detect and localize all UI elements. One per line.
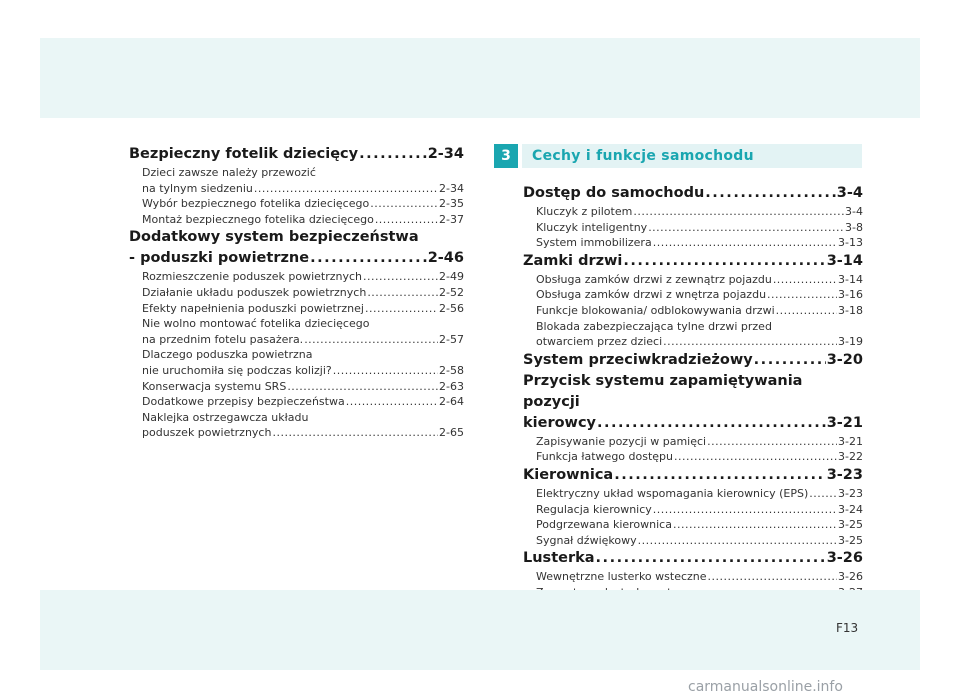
toc-entry-sub[interactable] [523,220,863,236]
toc-entry-page: 2-35 [439,197,464,211]
toc-entry-page: 3-21 [826,414,863,431]
toc-entry-title: Funkcje blokowania/ odblokowywania drzwi [536,303,775,317]
watermark: carmanualsonline.info [688,679,843,695]
toc-entry-title: otwarciem przez dzieci [536,335,663,349]
toc-leader-dots [370,196,438,212]
toc-entry-sub[interactable] [523,204,863,220]
toc-entry-page: 3-23 [826,466,863,483]
toc-entry-sub[interactable] [523,334,863,350]
toc-entry-title: na przednim fotelu pasażera. [142,332,304,346]
toc-entry-sub[interactable] [129,379,464,395]
top-band [40,38,920,118]
toc-entry-page: 2-34 [439,181,464,195]
toc-entry-page: 3-8 [845,220,863,234]
toc-entry-title: System przeciwkradzieżowy [523,351,753,368]
toc-entry-title: Działanie układu poduszek powietrznych [142,285,367,299]
toc-entry-main[interactable] [129,248,464,269]
toc-entry-title: poduszek powietrznych [142,426,272,440]
toc-entry-title: Bezpieczny fotelik dziecięcy [129,146,359,162]
toc-leader-dots [346,394,438,410]
toc-leader-dots [767,287,837,303]
toc-entry-title: Dodatkowe przepisy bezpieczeństwa [142,395,345,409]
toc-leader-dots [776,303,837,319]
toc-entry-sub[interactable] [129,196,464,212]
toc-entry-main[interactable] [523,350,863,371]
toc-entry-sub[interactable] [129,285,464,301]
toc-entry-title: Konserwacja systemu SRS [142,379,287,393]
toc-entry-page: 2-52 [439,285,464,299]
toc-leader-dots [633,204,844,220]
toc-leader-dots [653,235,837,251]
toc-leader-dots [638,533,837,549]
toc-entry-page: 3-4 [845,205,863,218]
toc-entry-title: Obsługa zamków drzwi z zewnątrz pojazdu [536,272,772,286]
toc-leader-dots [363,269,438,285]
toc-entry-sub[interactable] [523,287,863,303]
section-number: 3 [494,144,518,168]
toc-entry-page: 2-56 [439,301,464,315]
toc-entry-main[interactable] [523,548,863,569]
toc-leader-dots [623,251,825,272]
toc-leader-dots [614,465,825,486]
toc-entry-title: Lusterka [523,550,595,567]
toc-leader-dots [254,181,438,197]
toc-leader-dots [663,334,837,350]
toc-entry-title: na tylnym siedzeniu [142,181,253,195]
toc-entry-sub[interactable] [523,303,863,319]
toc-entry-title: - poduszki powietrzne [129,250,310,267]
toc-entry-sub[interactable] [523,449,863,465]
toc-entry-sub[interactable] [523,486,863,502]
toc-entry-title: Obsługa zamków drzwi z wnętrza pojazdu [536,288,767,302]
toc-entry-title: Funkcja łatwego dostępu [536,450,674,464]
toc-entry-page: 2-64 [439,395,464,409]
toc-entry-page: 2-58 [439,363,464,377]
section-title: Cechy i funkcje samochodu [522,144,862,168]
toc-entry-sub[interactable] [129,394,464,410]
toc-entry-sub[interactable] [129,269,464,285]
toc-leader-dots [773,272,837,288]
toc-entry-page: 3-25 [838,518,863,532]
toc-leader-dots [365,301,438,317]
toc-entry-sub[interactable] [523,517,863,533]
toc-entry-page: 3-14 [838,272,863,286]
toc-entry-page: 3-23 [838,486,863,500]
toc-entry-sub[interactable] [523,533,863,549]
toc-entry-page: 3-13 [838,236,863,250]
page-number: F13 [836,621,859,635]
toc-leader-dots [597,413,826,434]
bottom-band [40,590,920,670]
toc-entry-sub[interactable] [523,502,863,518]
toc-leader-dots [272,425,438,441]
toc-entry-title: Kierownica [523,466,614,483]
toc-entry-title: Kluczyk inteligentny [536,220,648,234]
toc-entry-sub[interactable] [129,363,464,379]
toc-entry-title: Zamki drzwi [523,252,623,269]
toc-entry-title: Regulacja kierownicy [536,502,652,516]
toc-entry-title: Efekty napełnienia poduszki powietrznej [142,301,364,315]
toc-leader-dots [367,285,438,301]
toc-entry-title: Kluczyk z pilotem [536,205,633,218]
toc-entry-title: Rozmieszczenie poduszek powietrznych [142,270,363,284]
toc-entry-page: 2-34 [427,146,464,162]
toc-entry-title: Elektryczny układ wspomagania kierownicy (EPS) [536,486,809,500]
toc-entry-page: 3-20 [826,351,863,368]
toc-entry-sub[interactable] [523,434,863,450]
toc-entry-page: 3-26 [826,550,863,567]
toc-leader-dots [754,350,826,371]
toc-entry-sub[interactable] [129,332,464,348]
toc-entry-title: Zapisywanie pozycji w pamięci [536,434,707,448]
toc-entry-page: 3-22 [838,450,863,464]
toc-entry-page: 3-4 [836,185,863,201]
toc-entry-sub[interactable] [129,181,464,197]
toc-leader-dots [705,183,836,204]
toc-entry-title: System immobilizera [536,236,652,250]
toc-leader-dots [809,486,837,502]
toc-entry-sub[interactable] [129,301,464,317]
toc-entry-page: 2-37 [439,212,464,226]
toc-entry-main[interactable] [523,251,863,272]
toc-entry-sub-line[interactable]: Naklejka ostrzegawcza układu [142,410,309,424]
toc-entry-main-line[interactable]: Przycisk systemu zapamiętywania pozycji [523,372,803,410]
toc-leader-dots [674,449,837,465]
toc-leader-dots [333,363,438,379]
toc-entry-page: 3-21 [838,434,863,448]
toc-entry-main[interactable] [129,144,464,165]
toc-entry-page: 2-65 [439,426,464,440]
toc-entry-page: 3-16 [838,288,863,302]
toc-right-column [523,183,863,616]
toc-entry-page: 2-46 [427,250,464,267]
toc-entry-title: Dostęp do samochodu [523,185,705,201]
section-header [494,144,862,168]
toc-entry-page: 3-18 [838,303,863,317]
toc-entry-title: Podgrzewana kierownica [536,518,672,532]
toc-entry-sub-line[interactable]: Dzieci zawsze należy przewozić [142,166,316,179]
toc-entry-title: Montaż bezpiecznego fotelika dziecięcego [142,212,374,226]
toc-entry-page: 3-24 [838,502,863,516]
toc-leader-dots [310,248,427,269]
toc-entry-page: 3-26 [838,570,863,584]
toc-entry-main[interactable] [523,465,863,486]
toc-leader-dots [653,502,837,518]
toc-entry-title: Wewnętrzne lusterko wsteczne [536,570,707,584]
toc-leader-dots [375,212,438,228]
toc-entry-sub-line[interactable]: Dlaczego poduszka powietrzna [142,348,313,362]
toc-entry-main[interactable] [523,413,863,434]
toc-entry-page: 3-14 [826,252,863,269]
toc-entry-title: kierowcy [523,414,597,431]
toc-entry-title: Sygnał dźwiękowy [536,533,637,547]
toc-entry-main-line[interactable]: Dodatkowy system bezpieczeństwa [129,229,419,246]
toc-leader-dots [648,220,844,236]
toc-entry-sub-line[interactable]: Nie wolno montować fotelika dziecięcego [142,317,370,331]
toc-entry-title: Wybór bezpiecznego fotelika dziecięcego [142,197,370,211]
toc-entry-sub[interactable] [523,235,863,251]
toc-entry-sub[interactable] [523,569,863,585]
toc-entry-main[interactable] [523,183,863,204]
toc-entry-sub-line[interactable]: Blokada zabezpieczająca tylne drzwi przed [536,319,772,333]
toc-leader-dots [596,548,826,569]
toc-leader-dots [359,144,427,165]
toc-leader-dots [304,332,438,348]
toc-entry-title: nie uruchomiła się podczas kolizji? [142,363,332,377]
toc-entry-page: 3-25 [838,533,863,547]
toc-entry-page: 3-19 [838,335,863,349]
toc-entry-page: 2-57 [439,332,464,346]
toc-leader-dots [707,434,837,450]
toc-entry-page: 2-63 [439,379,464,393]
toc-leader-dots [673,517,837,533]
toc-leader-dots [708,569,838,585]
toc-left-column [129,144,464,441]
toc-entry-page: 2-49 [439,270,464,284]
toc-leader-dots [287,379,438,395]
toc-entry-sub[interactable] [129,212,464,228]
toc-entry-sub[interactable] [129,425,464,441]
toc-entry-sub[interactable] [523,272,863,288]
